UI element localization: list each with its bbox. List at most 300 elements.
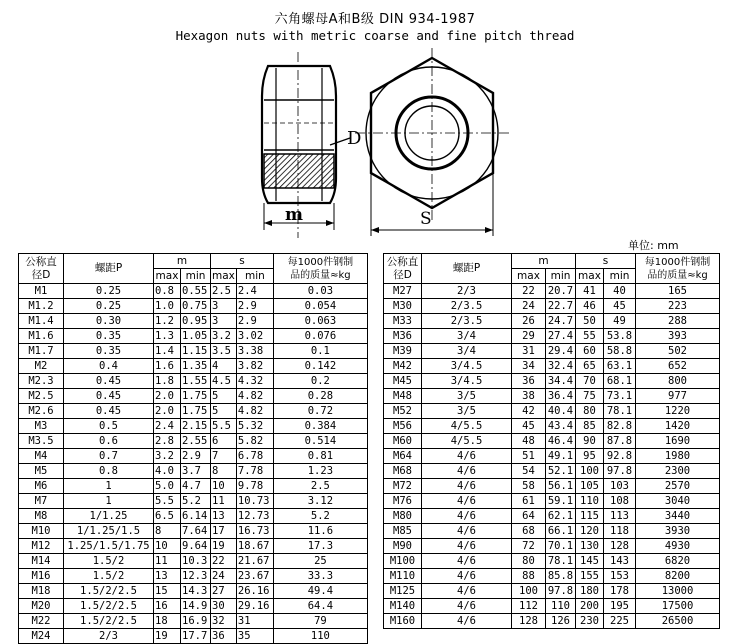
table-cell: 0.03 <box>273 284 367 299</box>
table-cell: 2.55 <box>181 434 211 449</box>
table-cell: 288 <box>636 314 720 329</box>
table-cell: 9.78 <box>236 479 273 494</box>
table-cell: 19 <box>211 539 237 554</box>
table-cell: 0.45 <box>64 404 154 419</box>
table-cell: 5.82 <box>236 434 273 449</box>
table-cell: 5.2 <box>273 509 367 524</box>
table-cell: 12.3 <box>181 569 211 584</box>
table-cell: 3/4 <box>422 329 512 344</box>
table-cell: 1.5/2 <box>64 569 154 584</box>
dimensions-table-left <box>18 253 368 644</box>
table-cell: 155 <box>576 569 604 584</box>
table-cell: 0.25 <box>64 299 154 314</box>
table-cell: 8 <box>154 524 181 539</box>
table-cell: 2.9 <box>236 299 273 314</box>
table-cell: 3.7 <box>181 464 211 479</box>
table-cell: M140 <box>384 599 422 614</box>
table-cell: 16.9 <box>181 614 211 629</box>
table-cell: 3.2 <box>211 329 237 344</box>
table-cell: 4/6 <box>422 449 512 464</box>
table-row <box>19 494 368 509</box>
table-cell: 41 <box>576 284 604 299</box>
label-m: m <box>285 205 303 225</box>
table-row <box>19 359 368 374</box>
table-cell: 3.2 <box>154 449 181 464</box>
table-cell: 10 <box>211 479 237 494</box>
table-cell: 110 <box>576 494 604 509</box>
table-row <box>384 569 720 584</box>
table-cell: M30 <box>384 299 422 314</box>
table-cell: M80 <box>384 509 422 524</box>
table-cell: 10.73 <box>236 494 273 509</box>
table-row <box>19 629 368 644</box>
table-cell: 15 <box>154 584 181 599</box>
table-cell: 5.2 <box>181 494 211 509</box>
table-cell: 78.1 <box>604 404 636 419</box>
table-cell: 12.73 <box>236 509 273 524</box>
table-cell: 0.95 <box>181 314 211 329</box>
table-row <box>384 284 720 299</box>
table-cell: 18 <box>154 614 181 629</box>
table-cell: 17.3 <box>273 539 367 554</box>
table-cell: 17500 <box>636 599 720 614</box>
table-row <box>19 299 368 314</box>
table-cell: M12 <box>19 539 64 554</box>
hex-nut-drawing <box>0 48 750 238</box>
table-cell: 0.45 <box>64 374 154 389</box>
table-cell: 0.35 <box>64 329 154 344</box>
table-row <box>384 509 720 524</box>
table-cell: 0.076 <box>273 329 367 344</box>
table-row <box>19 614 368 629</box>
table-row <box>19 449 368 464</box>
table-cell: 24.7 <box>546 314 576 329</box>
table-cell: 35 <box>236 629 273 644</box>
table-row <box>19 479 368 494</box>
table-cell: 0.8 <box>154 284 181 299</box>
table-cell: 8 <box>211 464 237 479</box>
table-cell: 2.9 <box>236 314 273 329</box>
table-cell: 80 <box>576 404 604 419</box>
table-cell: 0.7 <box>64 449 154 464</box>
table-cell: 3/4.5 <box>422 359 512 374</box>
table-cell: 103 <box>604 479 636 494</box>
table-cell: M2.6 <box>19 404 64 419</box>
table-cell: 4/6 <box>422 554 512 569</box>
table-cell: 80 <box>512 554 546 569</box>
table-cell: 977 <box>636 389 720 404</box>
table-cell: 112 <box>512 599 546 614</box>
table-cell: M45 <box>384 374 422 389</box>
table-cell: 0.6 <box>64 434 154 449</box>
table-cell: 1.2 <box>154 314 181 329</box>
table-cell: 33.3 <box>273 569 367 584</box>
table-cell: M68 <box>384 464 422 479</box>
table-cell: 2.9 <box>181 449 211 464</box>
table-cell: 3440 <box>636 509 720 524</box>
table-cell: M125 <box>384 584 422 599</box>
table-cell: M1.4 <box>19 314 64 329</box>
table-cell: 0.35 <box>64 344 154 359</box>
table-row <box>19 434 368 449</box>
table-cell: 195 <box>604 599 636 614</box>
table-cell: 72 <box>512 539 546 554</box>
table-cell: 0.81 <box>273 449 367 464</box>
table-cell: 3/5 <box>422 404 512 419</box>
table-cell: 1.0 <box>154 299 181 314</box>
table-cell: 4/6 <box>422 584 512 599</box>
table-cell: 36 <box>211 629 237 644</box>
table-cell: 73.1 <box>604 389 636 404</box>
table-cell: 0.55 <box>181 284 211 299</box>
table-cell: 5.5 <box>154 494 181 509</box>
table-cell: 4/6 <box>422 464 512 479</box>
table-cell: 92.8 <box>604 449 636 464</box>
table-row <box>384 404 720 419</box>
table-cell: 2.0 <box>154 404 181 419</box>
table-cell: M1.7 <box>19 344 64 359</box>
table-cell: 105 <box>576 479 604 494</box>
table-cell: 85 <box>576 419 604 434</box>
table-cell: 31 <box>512 344 546 359</box>
table-cell: 27 <box>211 584 237 599</box>
table-cell: 97.8 <box>604 464 636 479</box>
table-cell: 1 <box>64 494 154 509</box>
table-cell: 0.1 <box>273 344 367 359</box>
table-cell: 2/3 <box>422 284 512 299</box>
table-cell: 2.8 <box>154 434 181 449</box>
table-row <box>19 314 368 329</box>
table-cell: M6 <box>19 479 64 494</box>
table-cell: 2.4 <box>236 284 273 299</box>
table-row <box>19 509 368 524</box>
table-cell: 53.8 <box>604 329 636 344</box>
table-cell: M60 <box>384 434 422 449</box>
table-cell: 180 <box>576 584 604 599</box>
table-row <box>384 299 720 314</box>
table-cell: 2.5 <box>273 479 367 494</box>
table-cell: 26.16 <box>236 584 273 599</box>
table-cell: 3 <box>211 314 237 329</box>
header-s-min: min <box>236 269 273 284</box>
table-cell: M20 <box>19 599 64 614</box>
table-cell: M7 <box>19 494 64 509</box>
table-cell: 58 <box>512 479 546 494</box>
table-cell: 20.7 <box>546 284 576 299</box>
table-cell: 10.3 <box>181 554 211 569</box>
table-cell: 13 <box>154 569 181 584</box>
table-row <box>19 284 368 299</box>
table-cell: 100 <box>512 584 546 599</box>
table-cell: 82.8 <box>604 419 636 434</box>
table-cell: 4/6 <box>422 494 512 509</box>
table-cell: 1.5/2/2.5 <box>64 599 154 614</box>
table-cell: 5.0 <box>154 479 181 494</box>
table-row <box>19 569 368 584</box>
table-cell: 5.5 <box>211 419 237 434</box>
table-cell: 178 <box>604 584 636 599</box>
table-cell: 110 <box>273 629 367 644</box>
table-cell: M8 <box>19 509 64 524</box>
table-cell: 59.1 <box>546 494 576 509</box>
table-cell: 1.5/2 <box>64 554 154 569</box>
table-cell: 43.4 <box>546 419 576 434</box>
table-row <box>19 419 368 434</box>
table-cell: M14 <box>19 554 64 569</box>
table-cell: 2/3.5 <box>422 299 512 314</box>
table-cell: 0.25 <box>64 284 154 299</box>
table-cell: M52 <box>384 404 422 419</box>
table-cell: M110 <box>384 569 422 584</box>
table-cell: 4/6 <box>422 479 512 494</box>
table-cell: 225 <box>604 614 636 629</box>
table-cell: 3.38 <box>236 344 273 359</box>
table-cell: 0.8 <box>64 464 154 479</box>
table-row <box>384 599 720 614</box>
table-cell: 1220 <box>636 404 720 419</box>
table-cell: M18 <box>19 584 64 599</box>
table-cell: 6.78 <box>236 449 273 464</box>
table-cell: 4.5 <box>211 374 237 389</box>
table-cell: 38 <box>512 389 546 404</box>
table-cell: 46 <box>576 299 604 314</box>
table-cell: 2.15 <box>181 419 211 434</box>
table-cell: 126 <box>546 614 576 629</box>
table-cell: M3.5 <box>19 434 64 449</box>
table-cell: 108 <box>604 494 636 509</box>
table-cell: M56 <box>384 419 422 434</box>
table-cell: 4/5.5 <box>422 434 512 449</box>
table-cell: 18.67 <box>236 539 273 554</box>
table-cell: M3 <box>19 419 64 434</box>
table-cell: M64 <box>384 449 422 464</box>
table-cell: M1 <box>19 284 64 299</box>
table-cell: 68 <box>512 524 546 539</box>
table-cell: 2.4 <box>154 419 181 434</box>
header-m-max: max <box>154 269 181 284</box>
table-cell: 143 <box>604 554 636 569</box>
table-cell: 113 <box>604 509 636 524</box>
table-cell: M48 <box>384 389 422 404</box>
header-mass: 每1000件钢制 品的质量≈kg <box>636 254 720 284</box>
header-s-min: min <box>604 269 636 284</box>
table-cell: 145 <box>576 554 604 569</box>
table-cell: 1 <box>64 479 154 494</box>
unit-label: 单位: mm <box>628 239 679 252</box>
label-d: D <box>347 128 362 149</box>
table-cell: M16 <box>19 569 64 584</box>
table-cell: 1.15 <box>181 344 211 359</box>
table-cell: 3.5 <box>211 344 237 359</box>
table-cell: M2.3 <box>19 374 64 389</box>
table-row <box>384 479 720 494</box>
table-cell: M22 <box>19 614 64 629</box>
table-cell: 21.67 <box>236 554 273 569</box>
table-cell: 0.75 <box>181 299 211 314</box>
table-cell: 40 <box>604 284 636 299</box>
table-cell: 54 <box>512 464 546 479</box>
table-row <box>384 344 720 359</box>
table-row <box>19 539 368 554</box>
table-cell: 3.82 <box>236 359 273 374</box>
table-cell: 0.054 <box>273 299 367 314</box>
table-cell: 49.4 <box>273 584 367 599</box>
table-cell: 46.4 <box>546 434 576 449</box>
table-cell: M39 <box>384 344 422 359</box>
table-cell: 65 <box>576 359 604 374</box>
table-row <box>384 464 720 479</box>
table-cell: 4 <box>211 359 237 374</box>
table-cell: 3930 <box>636 524 720 539</box>
table-row <box>384 374 720 389</box>
table-cell: 27.4 <box>546 329 576 344</box>
table-cell: 223 <box>636 299 720 314</box>
table-cell: 4.7 <box>181 479 211 494</box>
table-cell: 17 <box>211 524 237 539</box>
table-cell: 64.4 <box>273 599 367 614</box>
table-cell: 14.9 <box>181 599 211 614</box>
table-cell: 58.8 <box>604 344 636 359</box>
table-row <box>19 404 368 419</box>
table-cell: M1.6 <box>19 329 64 344</box>
table-cell: 6820 <box>636 554 720 569</box>
page-title: 六角螺母A和B级 DIN 934-1987 <box>274 12 476 27</box>
table-cell: 4/6 <box>422 524 512 539</box>
table-cell: 42 <box>512 404 546 419</box>
header-size: 公称直 径D <box>19 254 64 284</box>
header-pitch: 螺距P <box>64 254 154 284</box>
table-cell: 45 <box>604 299 636 314</box>
table-cell: 22 <box>211 554 237 569</box>
table-cell: 17.7 <box>181 629 211 644</box>
table-cell: 22 <box>512 284 546 299</box>
table-cell: M72 <box>384 479 422 494</box>
table-cell: 0.2 <box>273 374 367 389</box>
table-cell: 7.64 <box>181 524 211 539</box>
table-cell: M33 <box>384 314 422 329</box>
table-cell: M42 <box>384 359 422 374</box>
table-row <box>19 599 368 614</box>
table-cell: 1/1.25 <box>64 509 154 524</box>
table-cell: 4/6 <box>422 569 512 584</box>
table-cell: 0.5 <box>64 419 154 434</box>
table-cell: 49.1 <box>546 449 576 464</box>
table-cell: 1.8 <box>154 374 181 389</box>
table-cell: M4 <box>19 449 64 464</box>
table-cell: 0.45 <box>64 389 154 404</box>
table-cell: 1980 <box>636 449 720 464</box>
table-cell: 2300 <box>636 464 720 479</box>
table-cell: 652 <box>636 359 720 374</box>
table-row <box>19 524 368 539</box>
table-cell: 32 <box>211 614 237 629</box>
table-cell: M1.2 <box>19 299 64 314</box>
table-cell: 95 <box>576 449 604 464</box>
table-cell: 45 <box>512 419 546 434</box>
table-cell: 0.30 <box>64 314 154 329</box>
table-cell: M100 <box>384 554 422 569</box>
table-cell: 1.55 <box>181 374 211 389</box>
table-cell: 51 <box>512 449 546 464</box>
table-cell: 1.75 <box>181 404 211 419</box>
table-cell: 52.1 <box>546 464 576 479</box>
table-cell: 1.05 <box>181 329 211 344</box>
table-row <box>384 419 720 434</box>
table-cell: 4930 <box>636 539 720 554</box>
table-cell: M2 <box>19 359 64 374</box>
table-row <box>19 584 368 599</box>
table-cell: 88 <box>512 569 546 584</box>
table-cell: 48 <box>512 434 546 449</box>
table-cell: 19 <box>154 629 181 644</box>
table-cell: 3/4.5 <box>422 374 512 389</box>
table-cell: 128 <box>604 539 636 554</box>
table-cell: 5.32 <box>236 419 273 434</box>
table-row <box>19 329 368 344</box>
table-cell: 110 <box>546 599 576 614</box>
table-cell: 29 <box>512 329 546 344</box>
table-cell: 5 <box>211 404 237 419</box>
table-cell: 11.6 <box>273 524 367 539</box>
table-row <box>19 464 368 479</box>
header-pitch: 螺距P <box>422 254 512 284</box>
table-cell: 1.3 <box>154 329 181 344</box>
table-cell: 29.16 <box>236 599 273 614</box>
table-cell: M5 <box>19 464 64 479</box>
table-cell: 153 <box>604 569 636 584</box>
header-m-min: min <box>181 269 211 284</box>
table-cell: M90 <box>384 539 422 554</box>
table-cell: 75 <box>576 389 604 404</box>
table-cell: 25 <box>273 554 367 569</box>
table-cell: M160 <box>384 614 422 629</box>
table-cell: 11 <box>154 554 181 569</box>
table-cell: M36 <box>384 329 422 344</box>
table-cell: M24 <box>19 629 64 644</box>
table-row <box>384 329 720 344</box>
table-cell: 0.384 <box>273 419 367 434</box>
table-cell: 3.12 <box>273 494 367 509</box>
table-cell: 118 <box>604 524 636 539</box>
table-cell: 63.1 <box>604 359 636 374</box>
header-m: m <box>154 254 211 269</box>
table-cell: 0.514 <box>273 434 367 449</box>
table-cell: 3/5 <box>422 389 512 404</box>
table-cell: 36.4 <box>546 389 576 404</box>
table-cell: 70 <box>576 374 604 389</box>
table-cell: M2.5 <box>19 389 64 404</box>
table-cell: 90 <box>576 434 604 449</box>
table-cell: 13000 <box>636 584 720 599</box>
table-cell: 56.1 <box>546 479 576 494</box>
header-size: 公称直 径D <box>384 254 422 284</box>
page-subtitle: Hexagon nuts with metric coarse and fine pitch thread <box>175 28 575 43</box>
table-cell: 4.0 <box>154 464 181 479</box>
table-row <box>384 389 720 404</box>
header-m-max: max <box>512 269 546 284</box>
table-cell: 1.4 <box>154 344 181 359</box>
table-cell: 8200 <box>636 569 720 584</box>
table-cell: 79 <box>273 614 367 629</box>
table-cell: 1.75 <box>181 389 211 404</box>
table-cell: 30 <box>211 599 237 614</box>
nut-front-view <box>355 48 510 236</box>
table-cell: 1.23 <box>273 464 367 479</box>
header-s: s <box>211 254 274 269</box>
table-cell: 3040 <box>636 494 720 509</box>
table-cell: 9.64 <box>181 539 211 554</box>
table-cell: 120 <box>576 524 604 539</box>
